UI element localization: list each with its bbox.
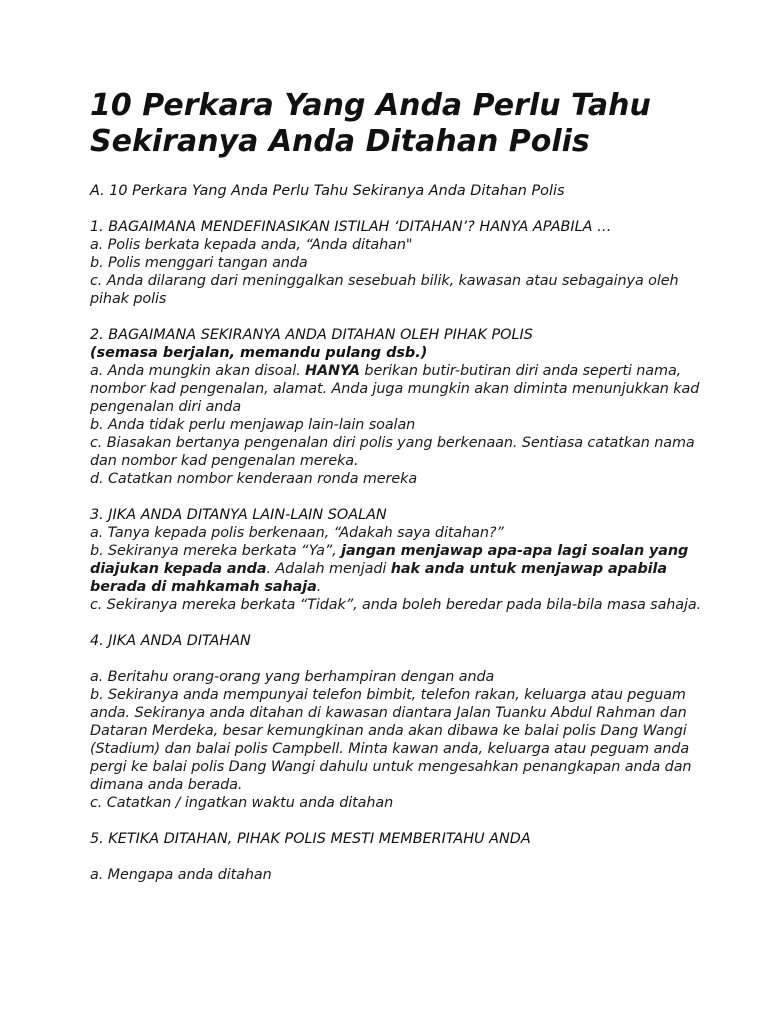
section-5-heading: 5. KETIKA DITAHAN, PIHAK POLIS MESTI MEMBERITAHU ANDA [90,831,531,847]
section-1-heading: 1. BAGAIMANA MENDEFINASIKAN ISTILAH ‘DITAHAN’? HANYA APABILA … [90,219,612,235]
section-3-item-b-end: . [316,579,322,595]
section-3-heading: 3. JIKA ANDA DITANYA LAIN-LAIN SOALAN [90,507,387,523]
section-4-heading: 4. JIKA ANDA DITAHAN [90,633,251,649]
section-1-item-c: c. Anda dilarang dari meninggalkan sesebuah bilik, kawasan atau sebagainya oleh pihak polis [90,273,679,307]
section-5-item-a: a. Mengapa anda ditahan [90,867,272,883]
section-3 [90,506,708,614]
section-2-item-d: d. Catatkan nombor kenderaan ronda mereka [90,471,418,487]
section-1-item-a: a. Polis berkata kepada anda, “Anda ditahan" [90,237,413,253]
spacer [90,650,708,668]
section-2-item-b: b. Anda tidak perlu menjawap lain-lain soalan [90,417,416,433]
section-4-item-a: a. Beritahu orang-orang yang berhampiran dengan anda [90,669,495,685]
document-title: 10 Perkara Yang Anda Perlu Tahu Sekiranya Anda Ditahan Polis [90,88,651,159]
section-1-item-b: b. Polis menggari tangan anda [90,255,308,271]
section-3-item-b-emphasis-1: jangan menjawap apa-apa lagi soalan yang diajukan kepada anda [90,543,689,577]
section-5 [90,830,708,884]
section-3-item-a: a. Tanya kepada polis berkenaan, “Adakah saya ditahan?” [90,525,504,541]
section-2-item-a-rest: berikan butir-butiran diri anda seperti nama, nombor kad pengenalan, alamat. Anda juga mungkin akan diminta menunjukkan kad pengenalan diri anda [90,363,700,415]
section-4-item-c: c. Catatkan / ingatkan waktu anda ditahan [90,795,394,811]
section-3-item-b-mid: . Adalah menjadi [266,561,391,577]
section-2-item-a-text: a. Anda mungkin akan disoal. [90,363,306,379]
section-2-subheading: (semasa berjalan, memandu pulang dsb.) [90,345,428,361]
section-2-item-c: c. Biasakan bertanya pengenalan diri polis yang berkenaan. Sentiasa catatkan nama dan nombor kad pengenalan mereka. [90,435,695,469]
section-3-item-b-text: b. Sekiranya mereka berkata “Ya”, [90,543,342,559]
section-3-item-b-emphasis-2: hak anda untuk menjawap apabila berada di mahkamah sahaja [90,561,667,595]
section-3-item-b [90,542,708,596]
section-2-heading: 2. BAGAIMANA SEKIRANYA ANDA DITAHAN OLEH PIHAK POLIS [90,327,533,343]
section-2-item-a-emphasis: HANYA [305,363,360,379]
spacer [90,848,708,866]
section-3-item-c: c. Sekiranya mereka berkata “Tidak”, anda boleh beredar pada bila-bila masa sahaja. [90,597,702,613]
intro-line: A. 10 Perkara Yang Anda Perlu Tahu Sekiranya Anda Ditahan Polis [90,183,565,199]
section-4-item-b: b. Sekiranya anda mempunyai telefon bimbit, telefon rakan, keluarga atau peguam anda. Sekiranya anda ditahan di kawasan diantara Jalan Tuanku Abdul Rahman dan Dataran Merdeka, besar kemungkinan anda akan dibawa ke balai polis Dang Wangi (Stadium) dan balai polis Campbell. Minta kawan anda, keluarga atau peguam anda pergi ke balai polis Dang Wangi dahulu untuk mengesahkan penangkapan anda dan dimana anda berada. [90,687,692,793]
section-1 [90,218,708,308]
section-2-item-a [90,362,708,416]
section-4 [90,632,708,812]
section-2 [90,326,708,488]
